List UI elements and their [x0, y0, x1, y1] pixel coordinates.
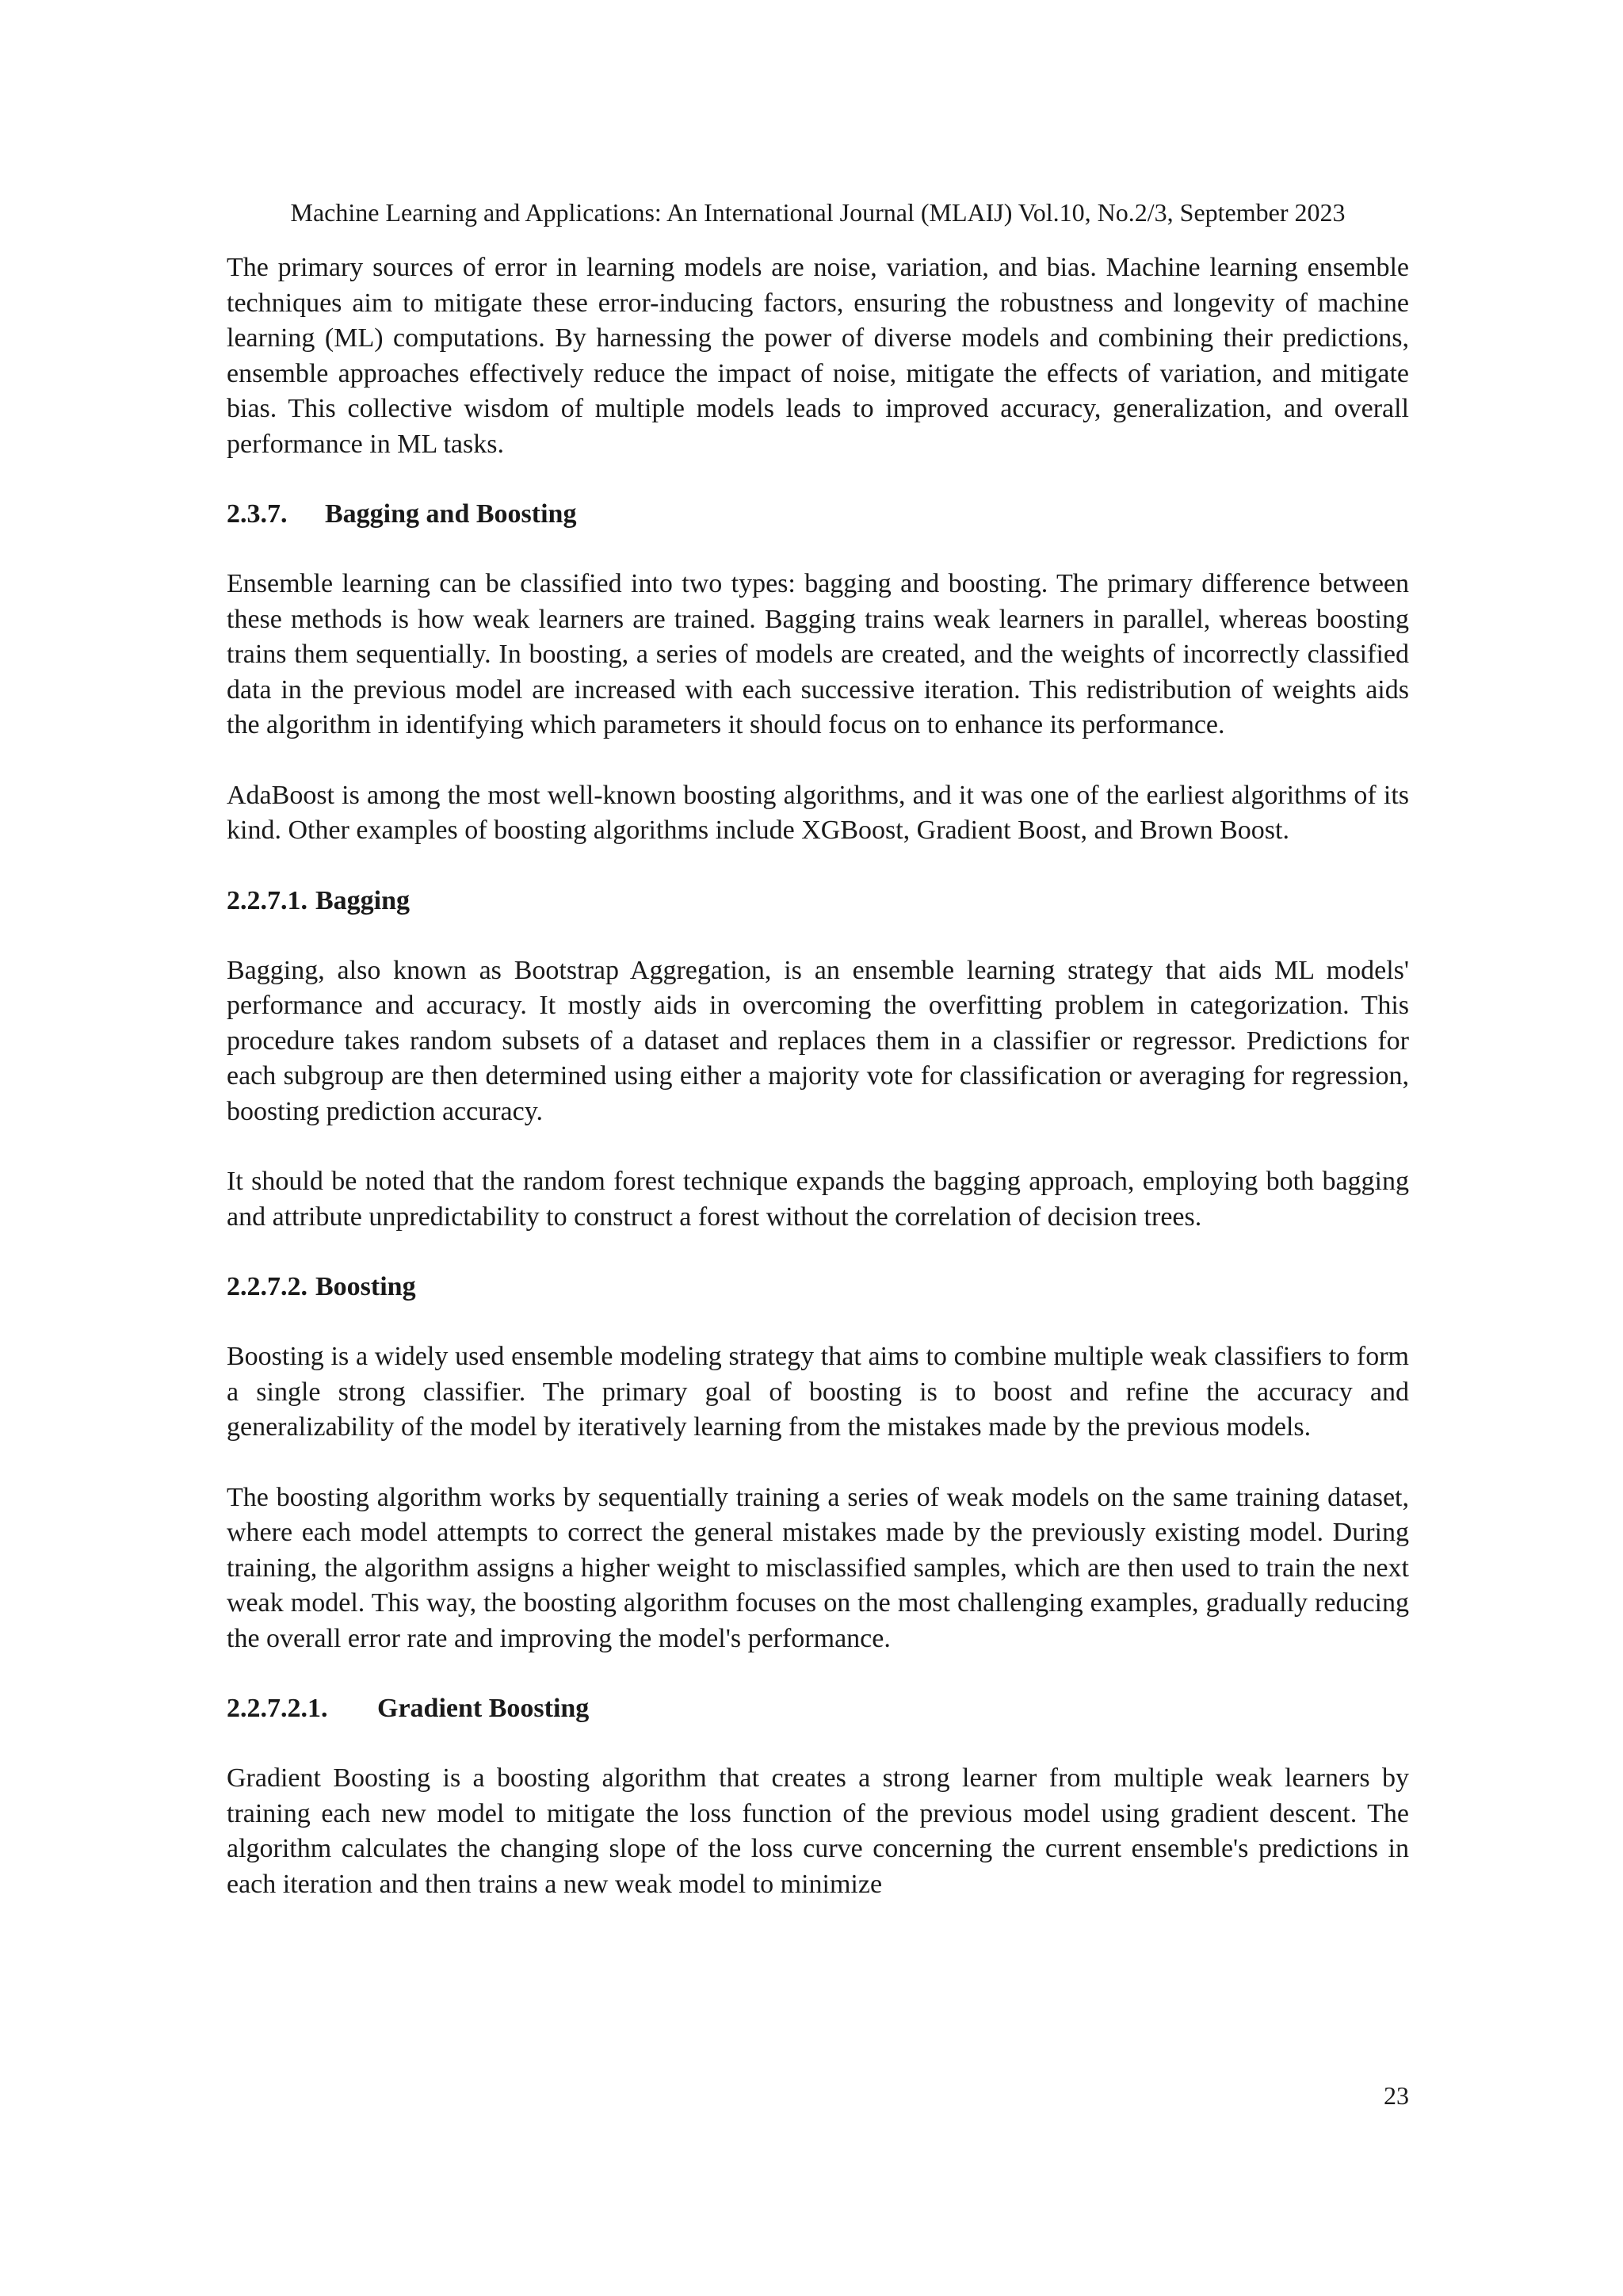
- paragraph-random-forest: It should be noted that the random forest technique expands the bagging approach, employing both bagging and attribute unpredictability to construct a forest without the correlation of decision trees.: [227, 1167, 1409, 1232]
- article-body: [227, 250, 1409, 1902]
- paragraph-adaboost: AdaBoost is among the most well-known boosting algorithms, and it was one of the earliest algorithms of its kind. Other examples of boosting algorithms include XGBoost, Gradient Boost, and Brown Boost.: [227, 780, 1409, 845]
- section-title: Bagging: [315, 885, 411, 915]
- heading-bagging: [227, 884, 1409, 919]
- heading-gradient-boosting: [227, 1691, 1409, 1726]
- page-number: 23: [1384, 2081, 1409, 2110]
- heading-boosting: [227, 1270, 1409, 1305]
- paragraph-intro: The primary sources of error in learning models are noise, variation, and bias. Machine learning ensemble techniques aim to mitigate these error-inducing factors, ensuring the robustness and longevity of machine learning (ML) computations. By harnessing the power of diverse models and combining their predictions, ensemble approaches effectively reduce the impact of noise, mitigate the effects of variation, and mitigate bias. This collective wisdom of multiple models leads to improved accuracy, generalization, and overall performance in ML tasks.: [227, 253, 1409, 459]
- section-number: 2.2.7.1.: [227, 885, 307, 915]
- paragraph-boosting-algorithm: The boosting algorithm works by sequentially training a series of weak models on the same training dataset, where each model attempts to correct the general mistakes made by the previously existing model. During training, the algorithm assigns a higher weight to misclassified samples, which are then used to train the next weak model. This way, the boosting algorithm focuses on the most challenging examples, gradually reducing the overall error rate and improving the model's performance.: [227, 1482, 1409, 1653]
- paragraph-gradient-boosting: Gradient Boosting is a boosting algorithm that creates a strong learner from multiple weak learners by training each new model to mitigate the loss function of the previous model using gradient descent. The algorithm calculates the changing slope of the loss curve concerning the current ensemble's predictions in each iteration and then trains a new weak model to minimize: [227, 1763, 1409, 1899]
- section-title: Boosting: [315, 1272, 416, 1301]
- paragraph-ensemble-types: Ensemble learning can be classified into two types: bagging and boosting. The primary difference between these methods is how weak learners are trained. Bagging trains weak learners in parallel, whereas boosting trains them sequentially. In boosting, a series of models are created, and the weights of incorrectly classified data in the previous model are increased with each successive iteration. This redistribution of weights aids the algorithm in identifying which parameters it should focus on to enhance its performance.: [227, 569, 1409, 739]
- paragraph-boosting-definition: Boosting is a widely used ensemble modeling strategy that aims to combine multiple weak classifiers to form a single strong classifier. The primary goal of boosting is to boost and refine the accuracy and generalizability of the model by iteratively learning from the mistakes made by the previous models.: [227, 1342, 1409, 1442]
- section-title: Bagging and Boosting: [325, 499, 577, 529]
- section-number: 2.3.7.: [227, 499, 288, 529]
- section-title: Gradient Boosting: [377, 1694, 590, 1723]
- section-number: 2.2.7.2.1.: [227, 1694, 328, 1723]
- heading-bagging-and-boosting: [227, 497, 1409, 532]
- running-header: Machine Learning and Applications: An International Journal (MLAIJ) Vol.10, No.2/3, September 2023: [290, 198, 1346, 227]
- paragraph-bagging-definition: Bagging, also known as Bootstrap Aggregation, is an ensemble learning strategy that aids ML models' performance and accuracy. It mostly aids in overcoming the overfitting problem in categorization. This procedure takes random subsets of a dataset and replaces them in a classifier or regressor. Predictions for each subgroup are then determined using either a majority vote for classification or averaging for regression, boosting prediction accuracy.: [227, 955, 1409, 1126]
- section-number: 2.2.7.2.: [227, 1272, 307, 1301]
